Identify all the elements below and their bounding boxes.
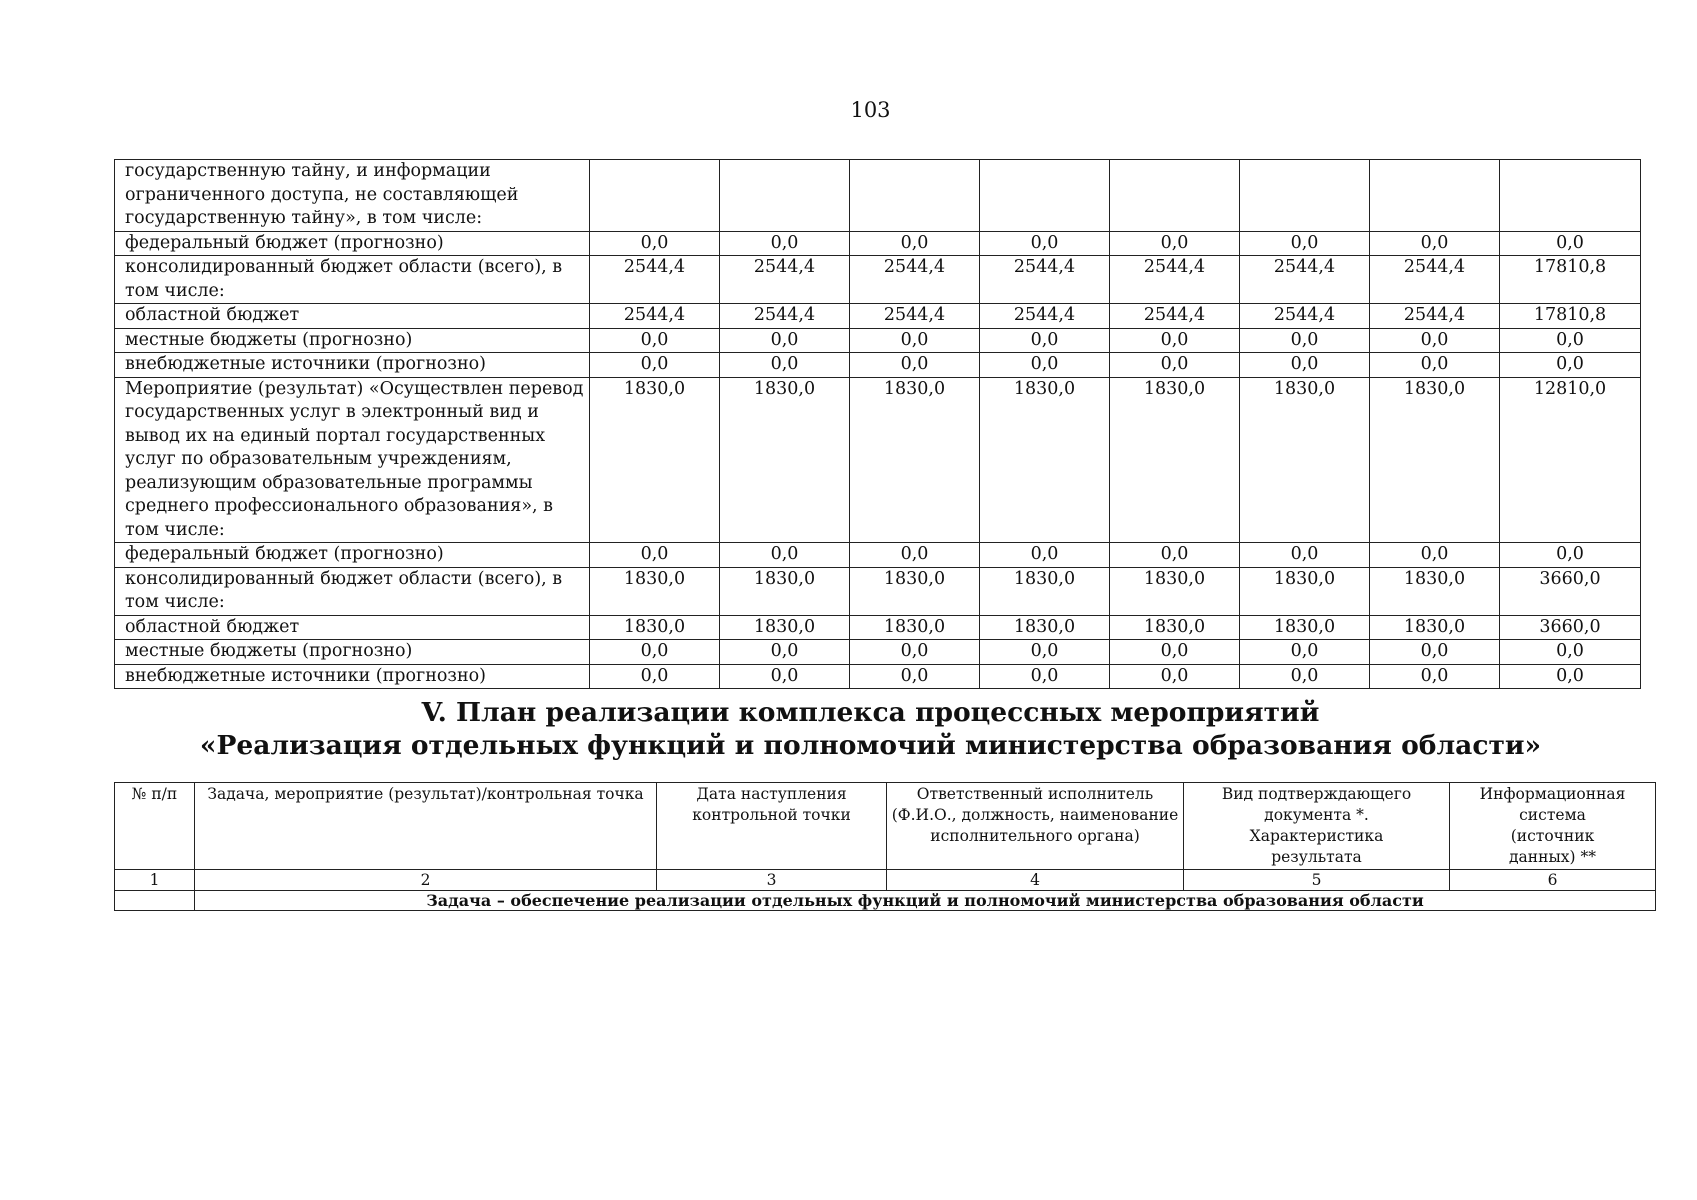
funding-value-cell: 2544,4: [980, 256, 1110, 304]
funding-table: [114, 159, 1641, 689]
section-title-line2: «Реализация отдельных функций и полномочий министерства образования области»: [199, 730, 1542, 761]
funding-row: [115, 231, 1641, 256]
funding-value-cell: 0,0: [850, 328, 980, 353]
funding-value-cell: 0,0: [850, 640, 980, 665]
task-row-empty-cell: [115, 891, 195, 911]
funding-value-cell: 0,0: [1370, 328, 1500, 353]
funding-value-cell: [1240, 160, 1370, 232]
funding-row-label: областной бюджет: [115, 304, 590, 329]
funding-value-cell: 0,0: [850, 543, 980, 568]
funding-value-cell: 1830,0: [590, 615, 720, 640]
column-number-6: 6: [1450, 870, 1656, 891]
funding-value-cell: 0,0: [1240, 231, 1370, 256]
funding-value-cell: 2544,4: [1240, 256, 1370, 304]
funding-value-cell: 0,0: [1370, 231, 1500, 256]
funding-value-cell: 1830,0: [720, 567, 850, 615]
funding-row: [115, 304, 1641, 329]
funding-value-cell: 2544,4: [1240, 304, 1370, 329]
header-cell-document: Вид подтверждающего документа *. Характеристика результата: [1184, 783, 1450, 870]
funding-row: [115, 256, 1641, 304]
funding-value-cell: 1830,0: [850, 377, 980, 543]
task-title: Задача – обеспечение реализации отдельных функций и полномочий министерства образования области: [195, 891, 1656, 911]
funding-value-cell: [1370, 160, 1500, 232]
funding-value-cell: 2544,4: [1110, 304, 1240, 329]
funding-value-cell: 0,0: [720, 328, 850, 353]
funding-value-cell: 1830,0: [1370, 567, 1500, 615]
funding-value-cell: 0,0: [1240, 353, 1370, 378]
funding-value-cell: 1830,0: [1240, 615, 1370, 640]
funding-value-cell: 0,0: [590, 328, 720, 353]
header-cell-responsible: Ответственный исполнитель (Ф.И.О., должность, наименование исполнительного органа): [887, 783, 1184, 870]
funding-value-cell: 0,0: [590, 664, 720, 689]
funding-value-cell: 1830,0: [720, 377, 850, 543]
funding-row: [115, 543, 1641, 568]
funding-value-cell: [720, 160, 850, 232]
funding-value-cell: 0,0: [720, 543, 850, 568]
funding-value-cell: 0,0: [1500, 231, 1641, 256]
funding-row-label: областной бюджет: [115, 615, 590, 640]
funding-value-cell: 2544,4: [1110, 256, 1240, 304]
funding-value-cell: 2544,4: [850, 256, 980, 304]
funding-value-cell: [980, 160, 1110, 232]
funding-value-cell: 1830,0: [1110, 377, 1240, 543]
funding-value-cell: 0,0: [720, 640, 850, 665]
funding-value-cell: 0,0: [1500, 543, 1641, 568]
funding-row-label: государственную тайну, и информации ограниченного доступа, не составляющей государственную тайну», в том числе:: [115, 160, 590, 232]
funding-value-cell: 2544,4: [850, 304, 980, 329]
section-title: [0, 696, 1697, 762]
funding-row-label: Мероприятие (результат) «Осуществлен перевод государственных услуг в электронный вид и вывод их на единый портал государственных услуг по образовательным учреждениям, реализующим образовательные программы среднего профессионального образования», в том числе:: [115, 377, 590, 543]
funding-value-cell: 2544,4: [720, 304, 850, 329]
funding-value-cell: 1830,0: [590, 567, 720, 615]
funding-value-cell: 2544,4: [590, 256, 720, 304]
funding-value-cell: 0,0: [1500, 664, 1641, 689]
funding-value-cell: 2544,4: [980, 304, 1110, 329]
funding-value-cell: [850, 160, 980, 232]
funding-value-cell: 0,0: [1240, 328, 1370, 353]
funding-value-cell: 1830,0: [1240, 567, 1370, 615]
funding-value-cell: 0,0: [1110, 231, 1240, 256]
funding-value-cell: 0,0: [590, 640, 720, 665]
funding-value-cell: 0,0: [1500, 328, 1641, 353]
header-cell-date: Дата наступления контрольной точки: [657, 783, 887, 870]
funding-row: [115, 377, 1641, 543]
funding-value-cell: 2544,4: [590, 304, 720, 329]
funding-value-cell: 1830,0: [590, 377, 720, 543]
funding-row: [115, 328, 1641, 353]
funding-row-label: федеральный бюджет (прогнозно): [115, 231, 590, 256]
funding-value-cell: 0,0: [980, 664, 1110, 689]
funding-row-label: местные бюджеты (прогнозно): [115, 640, 590, 665]
funding-value-cell: 3660,0: [1500, 615, 1641, 640]
column-number-3: 3: [657, 870, 887, 891]
funding-value-cell: [1110, 160, 1240, 232]
funding-value-cell: 0,0: [1110, 353, 1240, 378]
funding-value-cell: 0,0: [1500, 640, 1641, 665]
funding-value-cell: 0,0: [590, 231, 720, 256]
funding-value-cell: 1830,0: [1110, 567, 1240, 615]
funding-row-label: консолидированный бюджет области (всего), в том числе:: [115, 256, 590, 304]
funding-value-cell: 17810,8: [1500, 304, 1641, 329]
funding-value-cell: 0,0: [590, 353, 720, 378]
funding-value-cell: 0,0: [1370, 664, 1500, 689]
funding-value-cell: 1830,0: [1240, 377, 1370, 543]
funding-value-cell: 0,0: [720, 353, 850, 378]
column-number-1: 1: [115, 870, 195, 891]
funding-row-label: федеральный бюджет (прогнозно): [115, 543, 590, 568]
funding-value-cell: 1830,0: [980, 567, 1110, 615]
funding-value-cell: 0,0: [1240, 543, 1370, 568]
funding-value-cell: 0,0: [1110, 640, 1240, 665]
funding-value-cell: 0,0: [1240, 664, 1370, 689]
plan-table: [114, 782, 1656, 911]
funding-value-cell: 1830,0: [850, 615, 980, 640]
funding-value-cell: 0,0: [850, 353, 980, 378]
funding-row-label: местные бюджеты (прогнозно): [115, 328, 590, 353]
funding-value-cell: 0,0: [1110, 664, 1240, 689]
plan-column-numbers-row: [115, 870, 1656, 891]
funding-value-cell: 12810,0: [1500, 377, 1641, 543]
funding-value-cell: 1830,0: [980, 377, 1110, 543]
funding-value-cell: 0,0: [720, 231, 850, 256]
funding-value-cell: 0,0: [720, 664, 850, 689]
funding-value-cell: 0,0: [980, 231, 1110, 256]
plan-header-row: [115, 783, 1656, 870]
column-number-2: 2: [195, 870, 657, 891]
header-cell-system: Информационная система (источник данных) **: [1450, 783, 1656, 870]
funding-value-cell: 1830,0: [850, 567, 980, 615]
funding-value-cell: 1830,0: [1370, 377, 1500, 543]
funding-value-cell: 2544,4: [720, 256, 850, 304]
funding-value-cell: 17810,8: [1500, 256, 1641, 304]
column-number-4: 4: [887, 870, 1184, 891]
funding-value-cell: 0,0: [980, 328, 1110, 353]
page-number: 103: [850, 98, 891, 122]
header-cell-task: Задача, мероприятие (результат)/контрольная точка: [195, 783, 657, 870]
funding-value-cell: 0,0: [980, 543, 1110, 568]
funding-value-cell: 1830,0: [1370, 615, 1500, 640]
column-number-5: 5: [1184, 870, 1450, 891]
funding-row-label: консолидированный бюджет области (всего), в том числе:: [115, 567, 590, 615]
funding-row-label: внебюджетные источники (прогнозно): [115, 664, 590, 689]
funding-value-cell: 0,0: [1110, 543, 1240, 568]
section-title-line1: V. План реализации комплекса процессных мероприятий: [421, 697, 1320, 728]
funding-value-cell: 3660,0: [1500, 567, 1641, 615]
funding-row: [115, 160, 1641, 232]
funding-row: [115, 664, 1641, 689]
funding-value-cell: 0,0: [850, 231, 980, 256]
funding-value-cell: 2544,4: [1370, 304, 1500, 329]
funding-row: [115, 353, 1641, 378]
funding-value-cell: [1500, 160, 1641, 232]
funding-value-cell: 1830,0: [720, 615, 850, 640]
funding-value-cell: 2544,4: [1370, 256, 1500, 304]
funding-value-cell: 0,0: [1500, 353, 1641, 378]
funding-row: [115, 567, 1641, 615]
funding-value-cell: [590, 160, 720, 232]
funding-value-cell: 0,0: [1370, 543, 1500, 568]
header-cell-number: № п/п: [115, 783, 195, 870]
funding-value-cell: 0,0: [980, 353, 1110, 378]
funding-row: [115, 615, 1641, 640]
funding-row-label: внебюджетные источники (прогнозно): [115, 353, 590, 378]
funding-value-cell: 0,0: [980, 640, 1110, 665]
funding-value-cell: 0,0: [1370, 353, 1500, 378]
funding-value-cell: 0,0: [1240, 640, 1370, 665]
funding-value-cell: 0,0: [850, 664, 980, 689]
plan-task-row: [115, 891, 1656, 911]
funding-value-cell: 1830,0: [980, 615, 1110, 640]
funding-value-cell: 0,0: [590, 543, 720, 568]
funding-value-cell: 1830,0: [1110, 615, 1240, 640]
funding-value-cell: 0,0: [1370, 640, 1500, 665]
funding-row: [115, 640, 1641, 665]
funding-value-cell: 0,0: [1110, 328, 1240, 353]
